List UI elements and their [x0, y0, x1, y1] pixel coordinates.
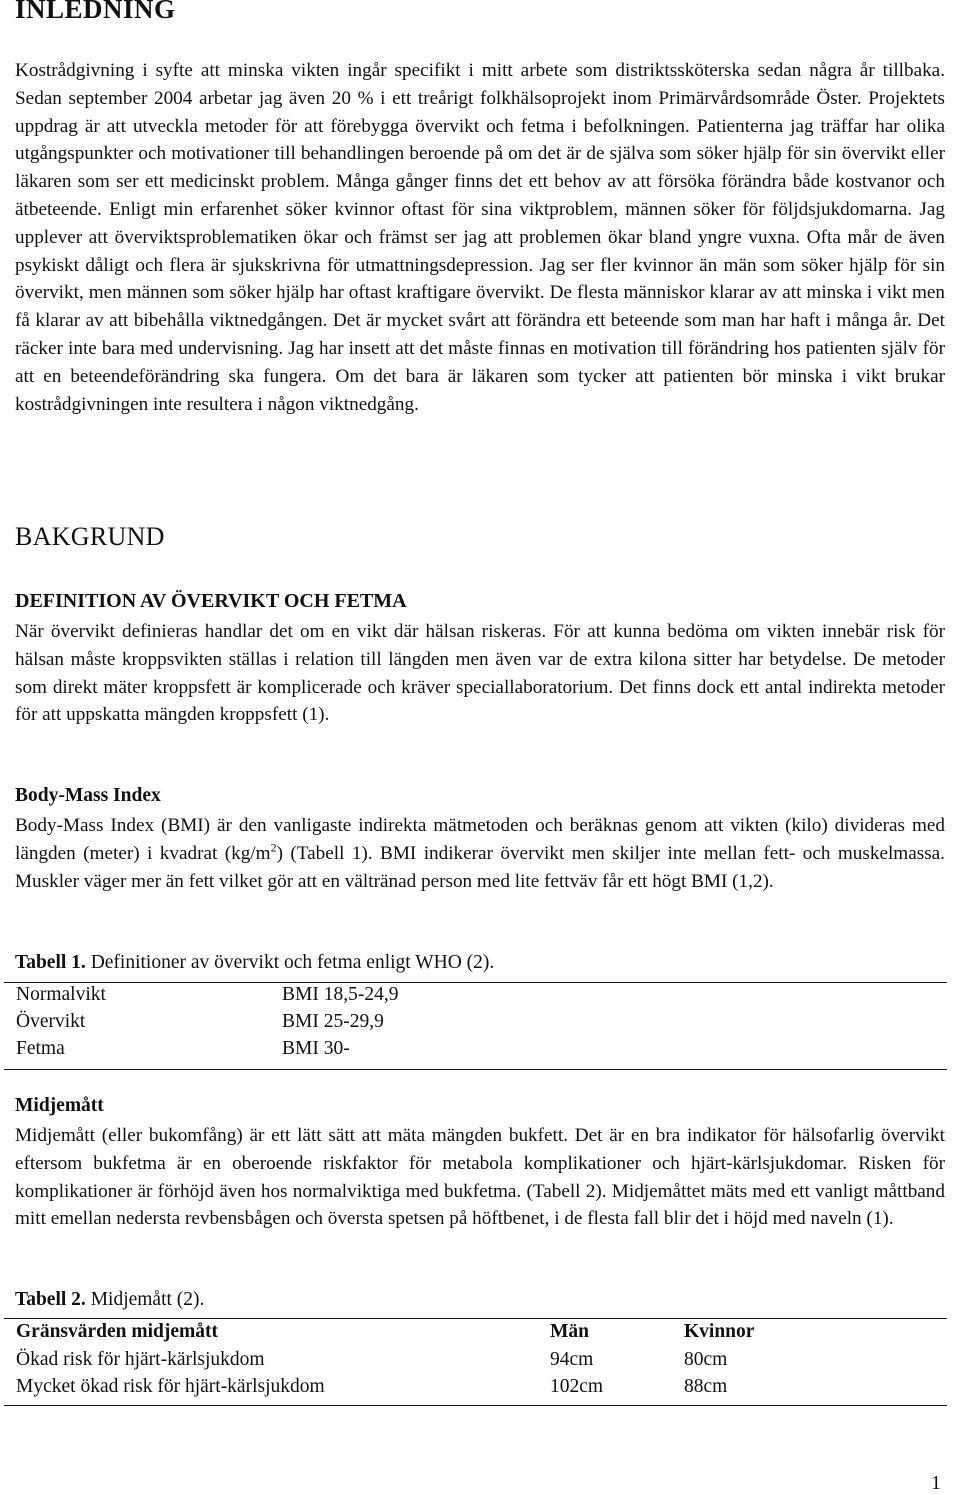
table2-label: Tabell 2.: [15, 1289, 86, 1310]
waist-table: [4, 1318, 947, 1406]
page-number: 1: [931, 1472, 941, 1494]
table-cell-men: 102cm: [550, 1376, 604, 1397]
table-cell-category: Fetma: [16, 1038, 65, 1059]
table-header-cell: Kvinnor: [684, 1321, 755, 1342]
intro-paragraph: Kostrådgivning i syfte att minska vikten ingår specifikt i mitt arbete som distriktssköterska sedan några år tillbaka. Sedan september 2004 arbetar jag även 20 % i ett treårigt folkhälsoprojekt inom Primärvårdsområde Öster. Projektets uppdrag är att utveckla metoder för att förebygga övervikt och fetma i befolkningen. Patienterna jag träffar har olika utgångspunkter och motivationer till behandlingen beroende på om det är de själva som söker hjälp för sin övervikt eller läkaren som ser ett medicinskt problem. Många gånger finns det ett behov av att försöka förändra både kostvanor och ätbeteende. Enligt min erfarenhet söker kvinnor oftast för sina viktproblem, männen söker för följdsjukdomarna. Jag upplever att överviktsproblematiken ökar och främst ser jag att problemen ökar bland yngre vuxna. Ofta mår de även psykiskt dåligt och flera är sjukskrivna för utmattningsdepression. Jag ser fler kvinnor än män som söker hjälp för sin övervikt, men männen som söker hjälp har oftast kraftigare övervikt. De flesta människor klarar av att minska i vikt men få klarar av att bibehålla viktnedgången. Det är mycket svårt att förändra ett beteende som man har haft i många år. Det räcker inte bara med undervisning. Jag har insett att det måste finnas en motivation till förändring hos patienten själv för att en beteendeförändring ska fungera. Om det bara är läkaren som tycker att patienten bör minska i vikt brukar kostrådgivningen inte resultera i någon viktnedgång.: [15, 60, 945, 415]
table-cell-women: 88cm: [684, 1376, 728, 1397]
table-cell-value: BMI 25-29,9: [282, 1011, 384, 1032]
table-cell-risk: Ökad risk för hjärt-kärlsjukdom: [16, 1349, 265, 1370]
table-cell-value: BMI 30-: [282, 1038, 350, 1059]
bmi-heading: Body-Mass Index: [15, 785, 161, 806]
table-cell-men: 94cm: [550, 1349, 594, 1370]
definition-paragraph: När övervikt definieras handlar det om en vikt där hälsan riskeras. För att kunna bedöma om vikten innebär risk för hälsan måste kroppsvikten ställas i relation till längden men även var de extra kilona sitter har betydelse. De metoder som direkt mäter kroppsfett är komplicerade och kräver speciallaboratorium. Det finns dock ett antal indirekta metoder för att uppskatta mängden kroppsfett (1).: [15, 621, 945, 726]
table2-caption-text: Midjemått (2).: [85, 1289, 205, 1310]
bmi-paragraph: [15, 812, 945, 895]
background-heading: BAKGRUND: [15, 522, 165, 551]
table-cell-women: 80cm: [684, 1349, 728, 1370]
bmi-text-part1: Body-Mass Index (BMI) är den vanligaste indirekta mätmetoden och beräknas genom att vikten (kilo) divideras med längden (meter) i kvadrat (kg/m: [15, 815, 945, 864]
table-header-cell: Män: [550, 1321, 589, 1342]
bmi-table: [4, 982, 947, 1070]
table1-caption-text: Definitioner av övervikt och fetma enligt WHO (2).: [85, 952, 495, 973]
bmi-superscript: 2: [270, 840, 277, 855]
waist-paragraph: Midjemått (eller bukomfång) är ett lätt sätt att mäta mängden bukfett. Det är en bra indikator för hälsofarlig övervikt eftersom bukfetma är en oberoende riskfaktor för metabola komplikationer och hjärt-kärlsjukdomar. Risken för komplikationer är förhöjd även hos normalviktiga med bukfetma. (Tabell 2). Midjemåttet mäts med ett vanligt måttband mitt emellan nedersta revbensbågen och översta spetsen på höftbenet, i de flesta fall blir det i höjd med naveln (1).: [15, 1125, 945, 1230]
waist-heading: Midjemått: [15, 1095, 104, 1116]
table2-caption: [15, 1289, 204, 1311]
table-cell-category: Normalvikt: [16, 984, 106, 1005]
intro-heading: INLEDNING: [15, 0, 176, 24]
table-cell-category: Övervikt: [16, 1011, 86, 1032]
table1-label: Tabell 1.: [15, 952, 86, 973]
table-header-cell: Gränsvärden midjemått: [16, 1321, 219, 1342]
table-cell-value: BMI 18,5-24,9: [282, 984, 399, 1005]
bmi-text-part2: ) (Tabell 1). BMI indikerar övervikt men skiljer inte mellan fett- och muskelmassa. Muskler väger mer än fett vilket gör att en vältränad person med lite fettväv får ett högt BMI (1,2).: [15, 842, 945, 892]
definition-heading: DEFINITION AV ÖVERVIKT OCH FETMA: [15, 590, 407, 612]
table1-caption: [15, 952, 494, 974]
table-cell-risk: Mycket ökad risk för hjärt-kärlsjukdom: [16, 1376, 325, 1397]
